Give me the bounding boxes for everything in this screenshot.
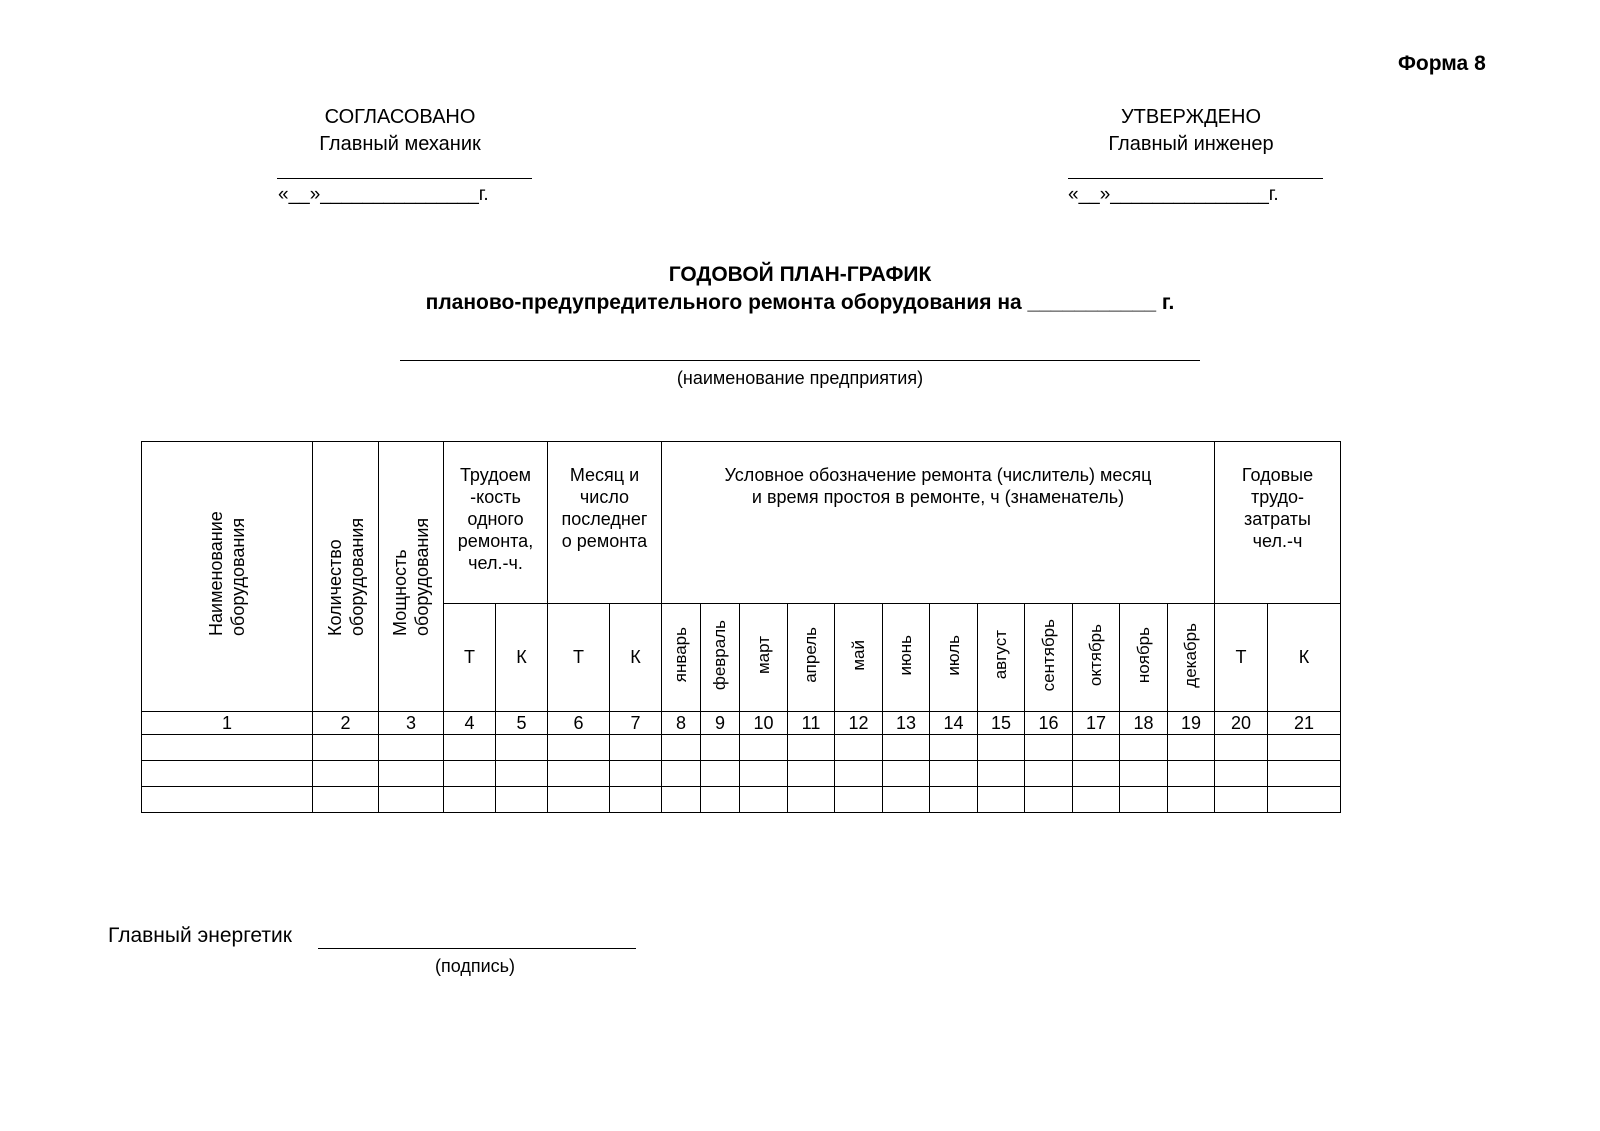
col-num: 1 <box>142 712 313 735</box>
header-annual-labor: Годовые трудо-затраты чел.-ч <box>1215 442 1341 604</box>
col-num: 10 <box>740 712 788 735</box>
col-num: 21 <box>1268 712 1341 735</box>
title-sub: планово-предупредительного ремонта оборудования на ___________ г. <box>425 291 1175 314</box>
table-row[interactable] <box>142 761 1341 787</box>
header-labor-intensity: Трудоем -кость одного ремонта, чел.-ч. <box>444 442 548 604</box>
sub-t-annual: Т <box>1215 604 1268 712</box>
table-row[interactable] <box>142 735 1341 761</box>
maintenance-schedule-table <box>141 441 1341 813</box>
month-march: март <box>740 604 788 712</box>
agreed-title: СОГЛАСОВАНО <box>324 106 476 128</box>
sub-t-labor: Т <box>444 604 496 712</box>
col-num: 20 <box>1215 712 1268 735</box>
agreed-position: Главный механик <box>319 133 481 155</box>
month-february: февраль <box>701 604 740 712</box>
approval-block-agreed <box>270 104 530 158</box>
column-number-row <box>142 712 1341 735</box>
col-num: 17 <box>1073 712 1120 735</box>
agreed-date: «__»_______________г. <box>278 184 489 205</box>
enterprise-name-line[interactable] <box>400 360 1200 361</box>
header-last-repair: Месяц и число последнег о ремонта <box>548 442 662 604</box>
document-title <box>0 261 1600 317</box>
sub-k-labor: К <box>496 604 548 712</box>
title-main: ГОДОВОЙ ПЛАН-ГРАФИК <box>668 263 932 286</box>
sub-k-lastrepair: К <box>610 604 662 712</box>
agreed-signature-line[interactable] <box>277 178 532 179</box>
col-num: 13 <box>883 712 930 735</box>
form-number: Форма 8 <box>1398 52 1486 75</box>
header-equipment-name: Наименование оборудования <box>142 442 313 712</box>
approved-title: УТВЕРЖДЕНО <box>1120 106 1262 128</box>
col-num: 5 <box>496 712 548 735</box>
header-repair-designation: Условное обозначение ремонта (числитель) месяц и время простоя в ремонте, ч (знаменатель) <box>662 442 1215 604</box>
month-august: август <box>978 604 1025 712</box>
approved-signature-line[interactable] <box>1068 178 1323 179</box>
month-january: январь <box>662 604 701 712</box>
signature-caption: (подпись) <box>435 956 516 976</box>
col-num: 15 <box>978 712 1025 735</box>
header-power: Мощность оборудования <box>379 442 444 712</box>
month-june: июнь <box>883 604 930 712</box>
col-num: 6 <box>548 712 610 735</box>
col-num: 8 <box>662 712 701 735</box>
enterprise-caption: (наименование предприятия) <box>676 368 924 388</box>
month-april: апрель <box>788 604 835 712</box>
col-num: 2 <box>313 712 379 735</box>
col-num: 16 <box>1025 712 1073 735</box>
approval-block-approved <box>1061 104 1321 158</box>
sub-t-lastrepair: Т <box>548 604 610 712</box>
month-july: июль <box>930 604 978 712</box>
approved-date: «__»_______________г. <box>1068 184 1279 205</box>
col-num: 7 <box>610 712 662 735</box>
col-num: 14 <box>930 712 978 735</box>
col-num: 4 <box>444 712 496 735</box>
table-row[interactable] <box>142 787 1341 813</box>
approved-position: Главный инженер <box>1108 133 1274 155</box>
month-may: май <box>835 604 883 712</box>
chief-power-engineer-signature-line[interactable] <box>318 948 636 949</box>
chief-power-engineer-label: Главный энергетик <box>108 924 292 947</box>
col-num: 12 <box>835 712 883 735</box>
sub-k-annual: К <box>1268 604 1341 712</box>
month-september: сентябрь <box>1025 604 1073 712</box>
month-october: октябрь <box>1073 604 1120 712</box>
month-december: декабрь <box>1168 604 1215 712</box>
col-num: 11 <box>788 712 835 735</box>
col-num: 3 <box>379 712 444 735</box>
col-num: 19 <box>1168 712 1215 735</box>
col-num: 9 <box>701 712 740 735</box>
header-quantity: Количество оборудования <box>313 442 379 712</box>
col-num: 18 <box>1120 712 1168 735</box>
month-november: ноябрь <box>1120 604 1168 712</box>
